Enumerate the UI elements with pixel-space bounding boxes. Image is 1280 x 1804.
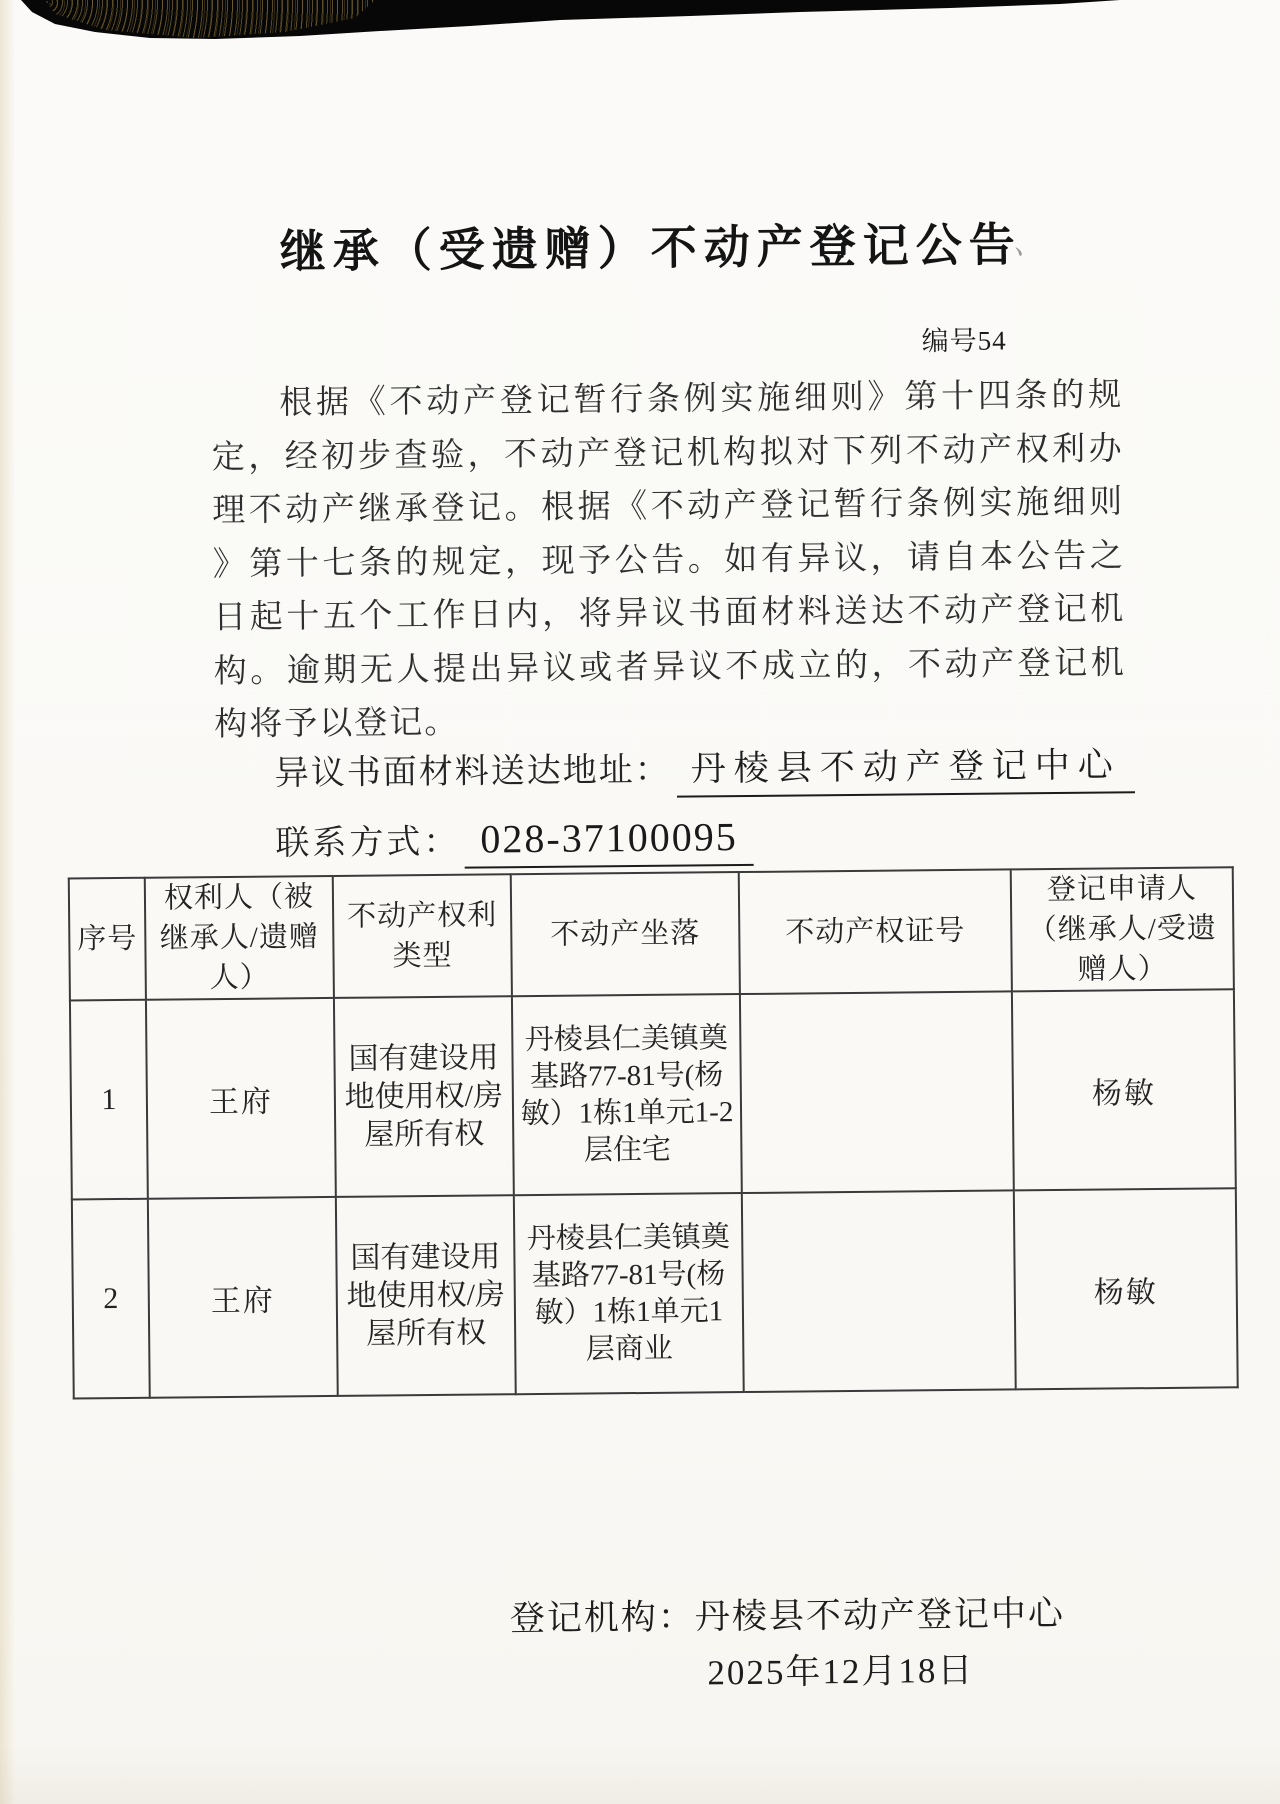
pen-mark: 、: [1012, 226, 1048, 265]
doc-number: 编号54: [921, 325, 1007, 357]
header-index: 序号: [69, 878, 146, 1001]
cell-cert-no: [742, 1190, 1016, 1392]
header-right-type: 不动产权利类型: [333, 874, 512, 998]
cell-applicant: 杨敏: [1014, 1188, 1238, 1389]
address-line: [275, 737, 1136, 801]
table-row: [72, 1188, 1238, 1398]
address-label: 异议书面材料送达地址：: [274, 751, 671, 793]
cell-location: 丹棱县仁美镇奠基路77-81号(杨敏）1栋1单元1层商业: [514, 1193, 744, 1394]
paragraph-line: 根据《不动产登记暂行条例实施细则》第十四条的规: [279, 377, 1124, 422]
cell-right-type: 国有建设用地使用权/房屋所有权: [336, 1195, 516, 1396]
contact-value: 028-37100095: [464, 813, 754, 869]
contact-line: [275, 811, 754, 871]
paragraph-line: 构将予以登记。: [214, 704, 460, 744]
header-owner: 权利人（被继承人/遗赠人）: [145, 876, 334, 1000]
paragraph-line: 定，经初步查验，不动产登记机构拟对下列不动产权利办: [211, 430, 1124, 476]
footer-date: 2025年12月18日: [707, 1650, 975, 1693]
announcement-paragraph: [211, 369, 1127, 752]
cell-owner: 王府: [148, 1197, 338, 1398]
cell-index: 1: [70, 1000, 148, 1200]
contact-label: 联系方式：: [275, 823, 461, 863]
table-row: [70, 989, 1236, 1199]
table-header-row: [69, 867, 1234, 1000]
header-applicant: 登记申请人（继承人/受遗赠人）: [1011, 867, 1234, 991]
header-cert-no: 不动产权证号: [739, 869, 1012, 994]
paragraph-line: 理不动产继承登记。根据《不动产登记暂行条例实施细则: [212, 484, 1125, 530]
cell-location: 丹棱县仁美镇奠基路77-81号(杨敏）1栋1单元1-2层住宅: [512, 994, 742, 1195]
footer-registration-org: 登记机构：丹棱县不动产登记中心: [509, 1593, 1066, 1639]
header-location: 不动产坐落: [511, 872, 740, 996]
page-title: 继承（受遗赠）不动产登记公告: [279, 219, 1022, 278]
cell-cert-no: [740, 991, 1014, 1193]
registration-table: [68, 866, 1239, 1399]
cell-applicant: 杨敏: [1012, 989, 1236, 1190]
address-value: 丹棱县不动产登记中心: [676, 737, 1135, 797]
cell-right-type: 国有建设用地使用权/房屋所有权: [334, 996, 514, 1197]
cell-index: 2: [72, 1199, 150, 1399]
paragraph-line: 构。逾期无人提出异议或者异议不成立的，不动产登记机: [213, 644, 1126, 690]
paragraph-line: 日起十五个工作日内，将异议书面材料送达不动产登记机: [213, 591, 1126, 637]
paragraph-line: 》第十七条的规定，现予公告。如有异议，请自本公告之: [212, 537, 1125, 583]
cell-owner: 王府: [146, 998, 336, 1199]
